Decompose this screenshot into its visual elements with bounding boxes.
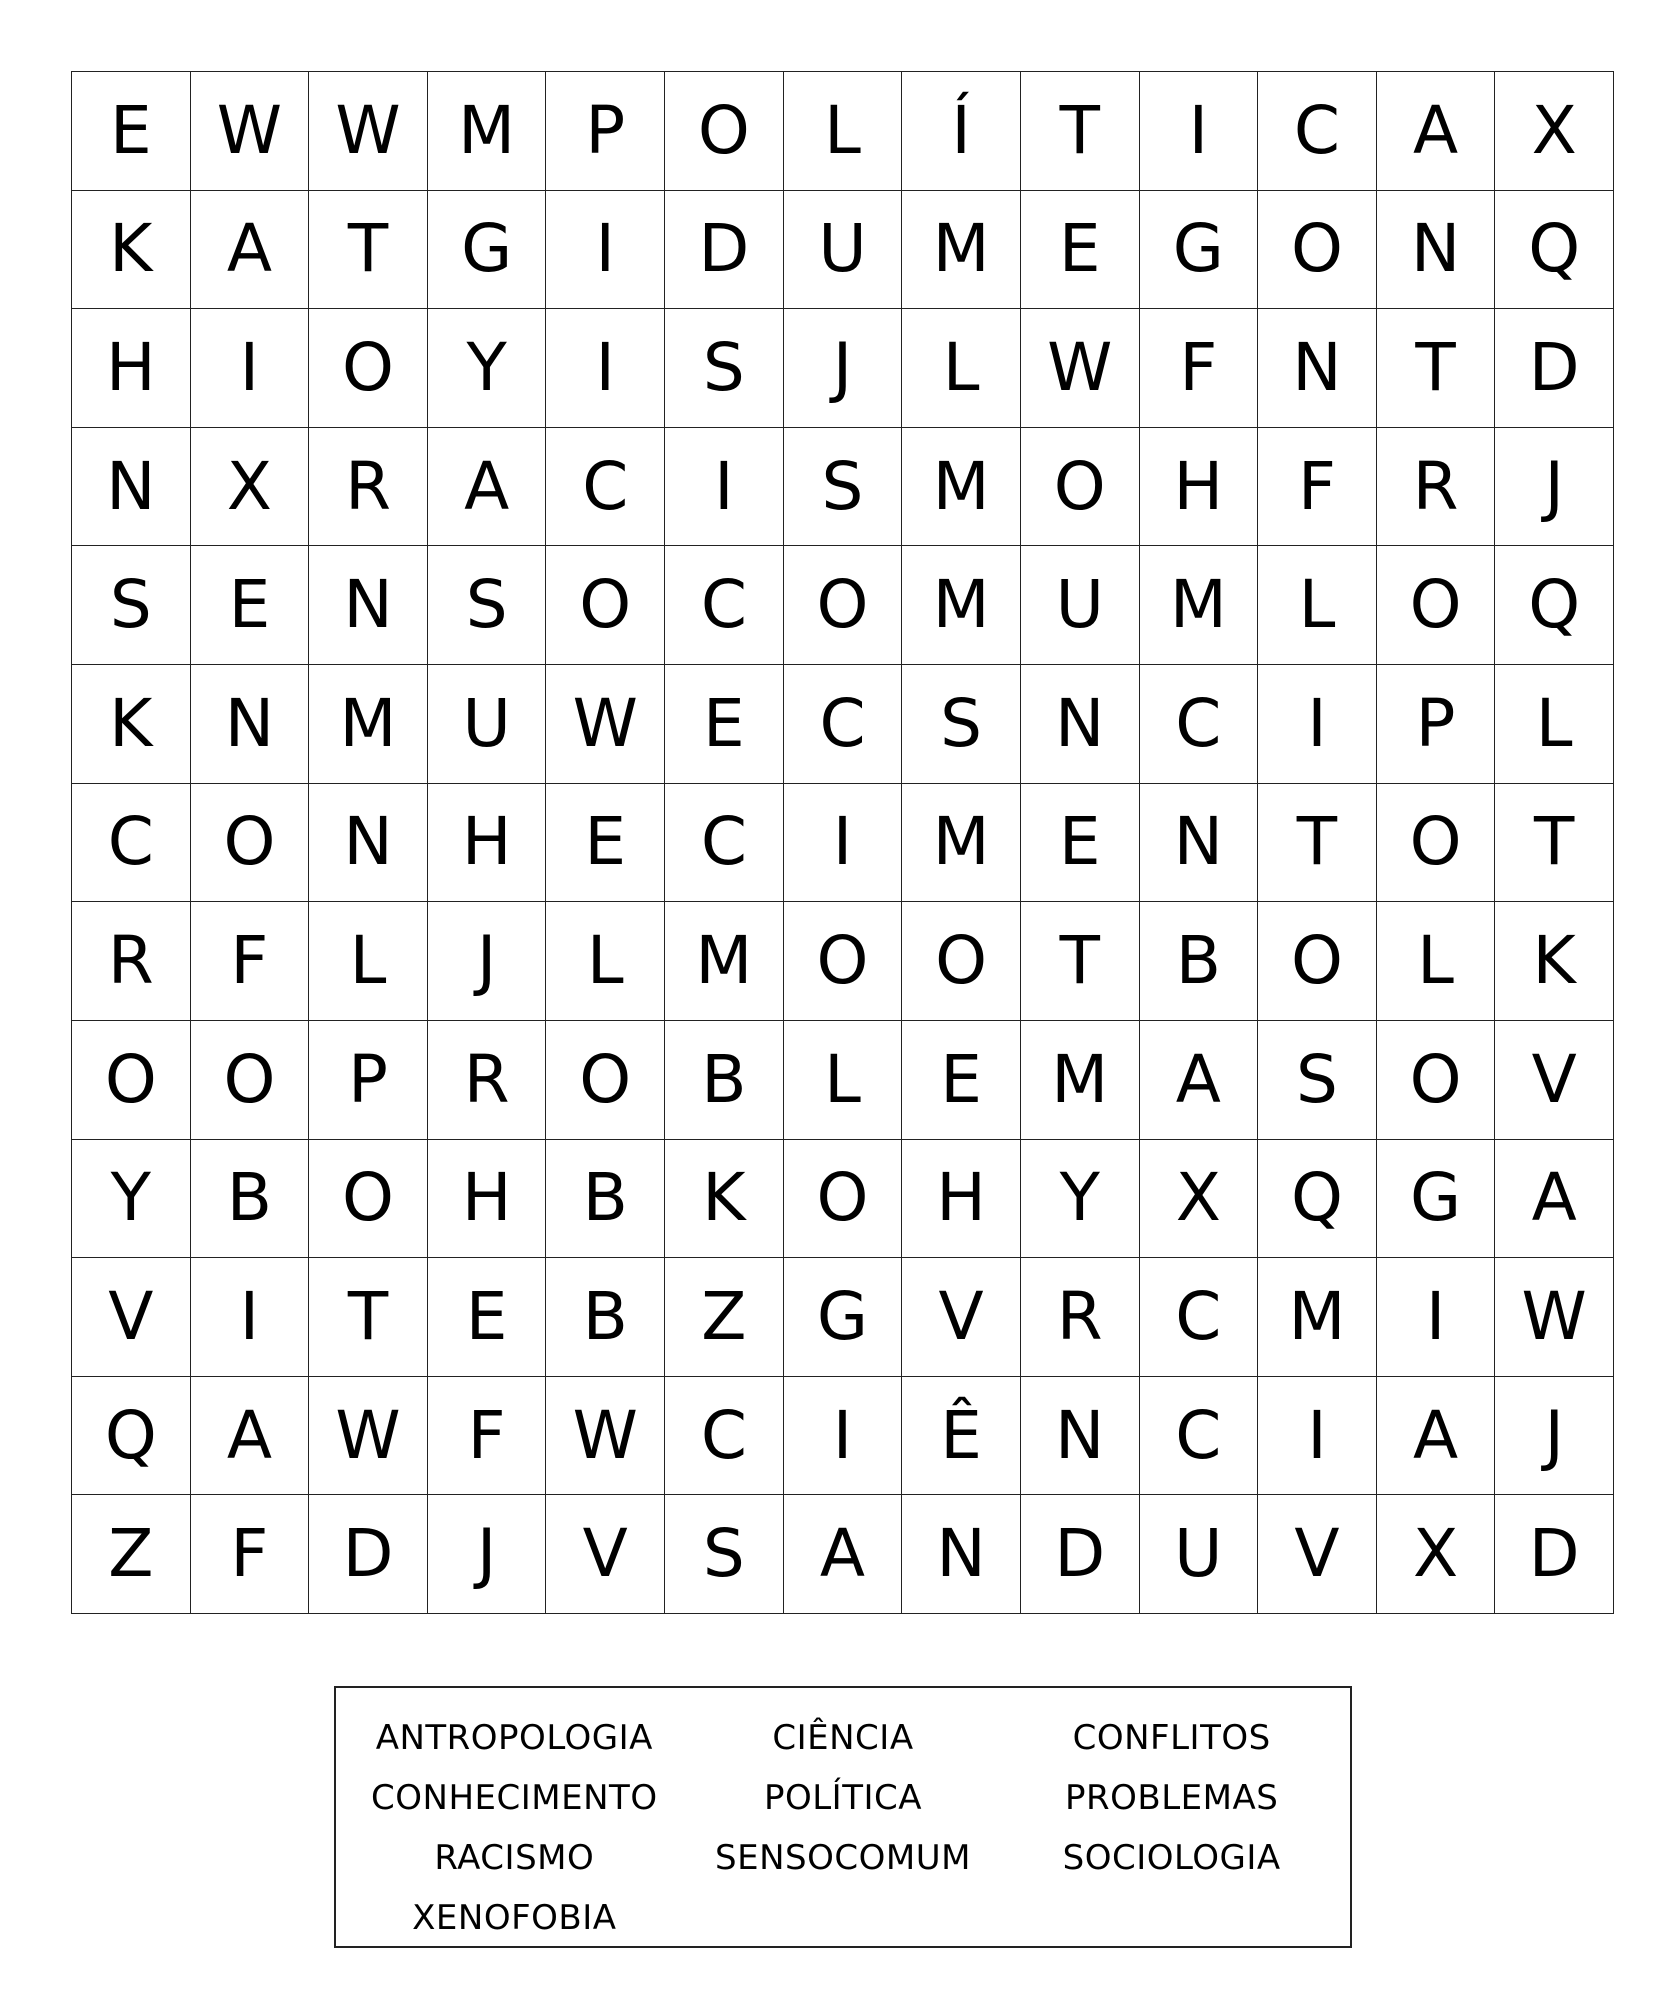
grid-letter-cell[interactable]: M: [902, 191, 1021, 310]
grid-letter-cell[interactable]: S: [72, 546, 191, 665]
grid-letter-cell[interactable]: L: [1258, 546, 1377, 665]
grid-letter-cell[interactable]: V: [1258, 1495, 1377, 1614]
grid-letter-cell[interactable]: B: [546, 1140, 665, 1259]
grid-letter-cell[interactable]: R: [1021, 1258, 1140, 1377]
grid-letter-cell[interactable]: M: [428, 72, 547, 191]
grid-letter-cell[interactable]: U: [784, 191, 903, 310]
grid-letter-cell[interactable]: I: [665, 428, 784, 547]
grid-letter-cell[interactable]: Í: [902, 72, 1021, 191]
grid-letter-cell[interactable]: G: [1377, 1140, 1496, 1259]
grid-letter-cell[interactable]: A: [1377, 72, 1496, 191]
grid-letter-cell[interactable]: J: [428, 902, 547, 1021]
grid-letter-cell[interactable]: X: [191, 428, 310, 547]
grid-letter-cell[interactable]: O: [72, 1021, 191, 1140]
grid-letter-cell[interactable]: F: [428, 1377, 547, 1496]
grid-letter-cell[interactable]: I: [1258, 1377, 1377, 1496]
grid-letter-cell[interactable]: J: [1495, 428, 1614, 547]
grid-letter-cell[interactable]: C: [1140, 1258, 1259, 1377]
grid-letter-cell[interactable]: C: [546, 428, 665, 547]
grid-letter-cell[interactable]: O: [191, 1021, 310, 1140]
grid-letter-cell[interactable]: I: [1258, 665, 1377, 784]
grid-letter-cell[interactable]: I: [191, 1258, 310, 1377]
grid-letter-cell[interactable]: L: [902, 309, 1021, 428]
grid-letter-cell[interactable]: L: [784, 1021, 903, 1140]
grid-letter-cell[interactable]: M: [1140, 546, 1259, 665]
grid-letter-cell[interactable]: E: [72, 72, 191, 191]
grid-letter-cell[interactable]: T: [1495, 784, 1614, 903]
grid-letter-cell[interactable]: H: [902, 1140, 1021, 1259]
grid-letter-cell[interactable]: W: [1495, 1258, 1614, 1377]
word-search-grid: [71, 71, 1614, 1614]
grid-letter-cell[interactable]: V: [1495, 1021, 1614, 1140]
grid-letter-cell[interactable]: V: [902, 1258, 1021, 1377]
grid-letter-cell[interactable]: E: [1021, 784, 1140, 903]
grid-letter-cell[interactable]: O: [309, 309, 428, 428]
word-list-item: CIÊNCIA: [772, 1718, 914, 1758]
grid-letter-cell[interactable]: T: [1377, 309, 1496, 428]
grid-letter-cell[interactable]: N: [1258, 309, 1377, 428]
grid-letter-cell[interactable]: O: [902, 902, 1021, 1021]
grid-letter-cell[interactable]: N: [1140, 784, 1259, 903]
grid-letter-cell[interactable]: O: [191, 784, 310, 903]
grid-letter-cell[interactable]: A: [1140, 1021, 1259, 1140]
grid-letter-cell[interactable]: L: [784, 72, 903, 191]
grid-letter-cell[interactable]: O: [1258, 902, 1377, 1021]
grid-letter-cell[interactable]: K: [72, 191, 191, 310]
grid-letter-cell[interactable]: C: [665, 784, 784, 903]
word-list-item: POLÍTICA: [763, 1778, 922, 1818]
grid-letter-cell[interactable]: N: [191, 665, 310, 784]
grid-letter-cell[interactable]: L: [309, 902, 428, 1021]
grid-letter-cell[interactable]: N: [309, 546, 428, 665]
grid-letter-cell[interactable]: P: [546, 72, 665, 191]
grid-letter-cell[interactable]: D: [1495, 1495, 1614, 1614]
grid-letter-cell[interactable]: I: [784, 784, 903, 903]
grid-letter-cell[interactable]: N: [72, 428, 191, 547]
grid-letter-cell[interactable]: T: [309, 191, 428, 310]
grid-letter-cell[interactable]: C: [72, 784, 191, 903]
grid-letter-cell[interactable]: P: [309, 1021, 428, 1140]
grid-letter-cell[interactable]: F: [191, 902, 310, 1021]
grid-letter-cell[interactable]: H: [1140, 428, 1259, 547]
grid-letter-cell[interactable]: O: [784, 1140, 903, 1259]
grid-letter-cell[interactable]: S: [902, 665, 1021, 784]
grid-letter-cell[interactable]: C: [1140, 1377, 1259, 1496]
grid-letter-cell[interactable]: W: [309, 1377, 428, 1496]
grid-letter-cell[interactable]: J: [428, 1495, 547, 1614]
grid-letter-cell[interactable]: O: [309, 1140, 428, 1259]
grid-letter-cell[interactable]: W: [546, 1377, 665, 1496]
grid-letter-cell[interactable]: C: [784, 665, 903, 784]
grid-letter-cell[interactable]: O: [1258, 191, 1377, 310]
grid-letter-cell[interactable]: K: [665, 1140, 784, 1259]
grid-letter-cell[interactable]: M: [902, 784, 1021, 903]
grid-letter-cell[interactable]: E: [428, 1258, 547, 1377]
grid-letter-cell[interactable]: X: [1140, 1140, 1259, 1259]
grid-letter-cell[interactable]: J: [784, 309, 903, 428]
grid-letter-cell[interactable]: R: [309, 428, 428, 547]
grid-letter-cell[interactable]: H: [428, 1140, 547, 1259]
word-list-item: ANTROPOLOGIA: [375, 1718, 653, 1758]
grid-letter-cell[interactable]: Y: [428, 309, 547, 428]
grid-letter-cell[interactable]: A: [191, 191, 310, 310]
grid-letter-cell[interactable]: A: [1377, 1377, 1496, 1496]
grid-letter-cell[interactable]: A: [191, 1377, 310, 1496]
grid-letter-cell[interactable]: A: [1495, 1140, 1614, 1259]
grid-letter-cell[interactable]: S: [428, 546, 547, 665]
grid-letter-cell[interactable]: D: [665, 191, 784, 310]
grid-letter-cell[interactable]: N: [902, 1495, 1021, 1614]
grid-letter-cell[interactable]: W: [546, 665, 665, 784]
grid-letter-cell[interactable]: X: [1495, 72, 1614, 191]
grid-letter-cell[interactable]: Q: [1495, 546, 1614, 665]
grid-letter-cell[interactable]: Y: [72, 1140, 191, 1259]
grid-letter-cell[interactable]: P: [1377, 665, 1496, 784]
grid-letter-cell[interactable]: N: [1021, 1377, 1140, 1496]
grid-letter-cell[interactable]: I: [1140, 72, 1259, 191]
grid-letter-cell[interactable]: J: [1495, 1377, 1614, 1496]
word-list-item: CONFLITOS: [1072, 1718, 1271, 1758]
grid-letter-cell[interactable]: H: [72, 309, 191, 428]
grid-letter-cell[interactable]: E: [1021, 191, 1140, 310]
grid-letter-cell[interactable]: V: [546, 1495, 665, 1614]
grid-letter-cell[interactable]: B: [665, 1021, 784, 1140]
grid-letter-cell[interactable]: O: [1377, 1021, 1496, 1140]
grid-letter-cell[interactable]: R: [1377, 428, 1496, 547]
grid-letter-cell[interactable]: E: [191, 546, 310, 665]
word-list-item: XENOFOBIA: [412, 1898, 617, 1938]
grid-letter-cell[interactable]: I: [191, 309, 310, 428]
grid-letter-cell[interactable]: L: [1495, 665, 1614, 784]
word-list-item: RACISMO: [434, 1838, 595, 1878]
grid-letter-cell[interactable]: N: [309, 784, 428, 903]
grid-letter-cell[interactable]: O: [784, 902, 903, 1021]
grid-letter-cell[interactable]: D: [1495, 309, 1614, 428]
grid-letter-cell[interactable]: M: [1258, 1258, 1377, 1377]
grid-letter-cell[interactable]: I: [1377, 1258, 1496, 1377]
grid-letter-cell[interactable]: Q: [72, 1377, 191, 1496]
grid-letter-cell[interactable]: T: [1021, 902, 1140, 1021]
grid-letter-cell[interactable]: M: [1021, 1021, 1140, 1140]
grid-letter-cell[interactable]: T: [309, 1258, 428, 1377]
grid-letter-cell[interactable]: O: [784, 546, 903, 665]
grid-letter-cell[interactable]: G: [784, 1258, 903, 1377]
grid-letter-cell[interactable]: K: [72, 665, 191, 784]
word-list-item: CONHECIMENTO: [371, 1778, 658, 1818]
grid-letter-cell[interactable]: N: [1377, 191, 1496, 310]
grid-letter-cell[interactable]: W: [309, 72, 428, 191]
grid-letter-cell[interactable]: K: [1495, 902, 1614, 1021]
grid-letter-cell[interactable]: V: [72, 1258, 191, 1377]
grid-letter-cell[interactable]: G: [1140, 191, 1259, 310]
grid-letter-cell[interactable]: F: [191, 1495, 310, 1614]
grid-letter-cell[interactable]: O: [1377, 546, 1496, 665]
grid-letter-cell[interactable]: M: [665, 902, 784, 1021]
grid-letter-cell[interactable]: I: [546, 309, 665, 428]
grid-letter-cell[interactable]: M: [309, 665, 428, 784]
grid-letter-cell[interactable]: W: [191, 72, 310, 191]
grid-letter-cell[interactable]: A: [784, 1495, 903, 1614]
grid-letter-cell[interactable]: E: [546, 784, 665, 903]
grid-letter-cell[interactable]: H: [428, 784, 547, 903]
word-list-item: PROBLEMAS: [1064, 1778, 1279, 1818]
grid-letter-cell[interactable]: Y: [1021, 1140, 1140, 1259]
grid-letter-cell[interactable]: S: [784, 428, 903, 547]
grid-letter-cell[interactable]: R: [428, 1021, 547, 1140]
grid-letter-cell[interactable]: E: [665, 665, 784, 784]
grid-letter-cell[interactable]: B: [191, 1140, 310, 1259]
grid-letter-cell[interactable]: M: [902, 428, 1021, 547]
grid-letter-cell[interactable]: C: [1140, 665, 1259, 784]
grid-letter-cell[interactable]: S: [665, 1495, 784, 1614]
grid-letter-cell[interactable]: U: [1021, 546, 1140, 665]
grid-letter-cell[interactable]: N: [1021, 665, 1140, 784]
grid-letter-cell[interactable]: G: [428, 191, 547, 310]
grid-letter-cell[interactable]: C: [665, 1377, 784, 1496]
word-list-item: SENSOCOMUM: [715, 1838, 971, 1878]
grid-letter-cell[interactable]: C: [665, 546, 784, 665]
grid-letter-cell[interactable]: D: [309, 1495, 428, 1614]
grid-letter-cell[interactable]: F: [1258, 428, 1377, 547]
grid-letter-cell[interactable]: O: [546, 546, 665, 665]
grid-letter-cell[interactable]: U: [428, 665, 547, 784]
grid-letter-cell[interactable]: F: [1140, 309, 1259, 428]
grid-letter-cell[interactable]: I: [784, 1377, 903, 1496]
grid-letter-cell[interactable]: S: [1258, 1021, 1377, 1140]
grid-letter-cell[interactable]: Q: [1495, 191, 1614, 310]
grid-letter-cell[interactable]: U: [1140, 1495, 1259, 1614]
grid-letter-cell[interactable]: O: [1377, 784, 1496, 903]
grid-letter-cell[interactable]: L: [546, 902, 665, 1021]
grid-letter-cell[interactable]: E: [902, 1021, 1021, 1140]
grid-letter-cell[interactable]: O: [546, 1021, 665, 1140]
grid-letter-cell[interactable]: O: [665, 72, 784, 191]
grid-letter-cell[interactable]: T: [1021, 72, 1140, 191]
grid-letter-cell[interactable]: Z: [665, 1258, 784, 1377]
grid-letter-cell[interactable]: W: [1021, 309, 1140, 428]
grid-letter-cell[interactable]: O: [1021, 428, 1140, 547]
word-list-item: SOCIOLOGIA: [1062, 1838, 1281, 1878]
grid-letter-cell[interactable]: C: [1258, 72, 1377, 191]
grid-letter-cell[interactable]: B: [1140, 902, 1259, 1021]
grid-letter-cell[interactable]: D: [1021, 1495, 1140, 1614]
grid-letter-cell[interactable]: S: [665, 309, 784, 428]
grid-letter-cell[interactable]: X: [1377, 1495, 1496, 1614]
grid-letter-cell[interactable]: T: [1258, 784, 1377, 903]
grid-letter-cell[interactable]: Q: [1258, 1140, 1377, 1259]
grid-letter-cell[interactable]: Z: [72, 1495, 191, 1614]
grid-letter-cell[interactable]: Ê: [902, 1377, 1021, 1496]
grid-letter-cell[interactable]: A: [428, 428, 547, 547]
grid-letter-cell[interactable]: R: [72, 902, 191, 1021]
grid-letter-cell[interactable]: L: [1377, 902, 1496, 1021]
word-list: [334, 1686, 1352, 1948]
grid-letter-cell[interactable]: I: [546, 191, 665, 310]
grid-letter-cell[interactable]: M: [902, 546, 1021, 665]
grid-letter-cell[interactable]: B: [546, 1258, 665, 1377]
